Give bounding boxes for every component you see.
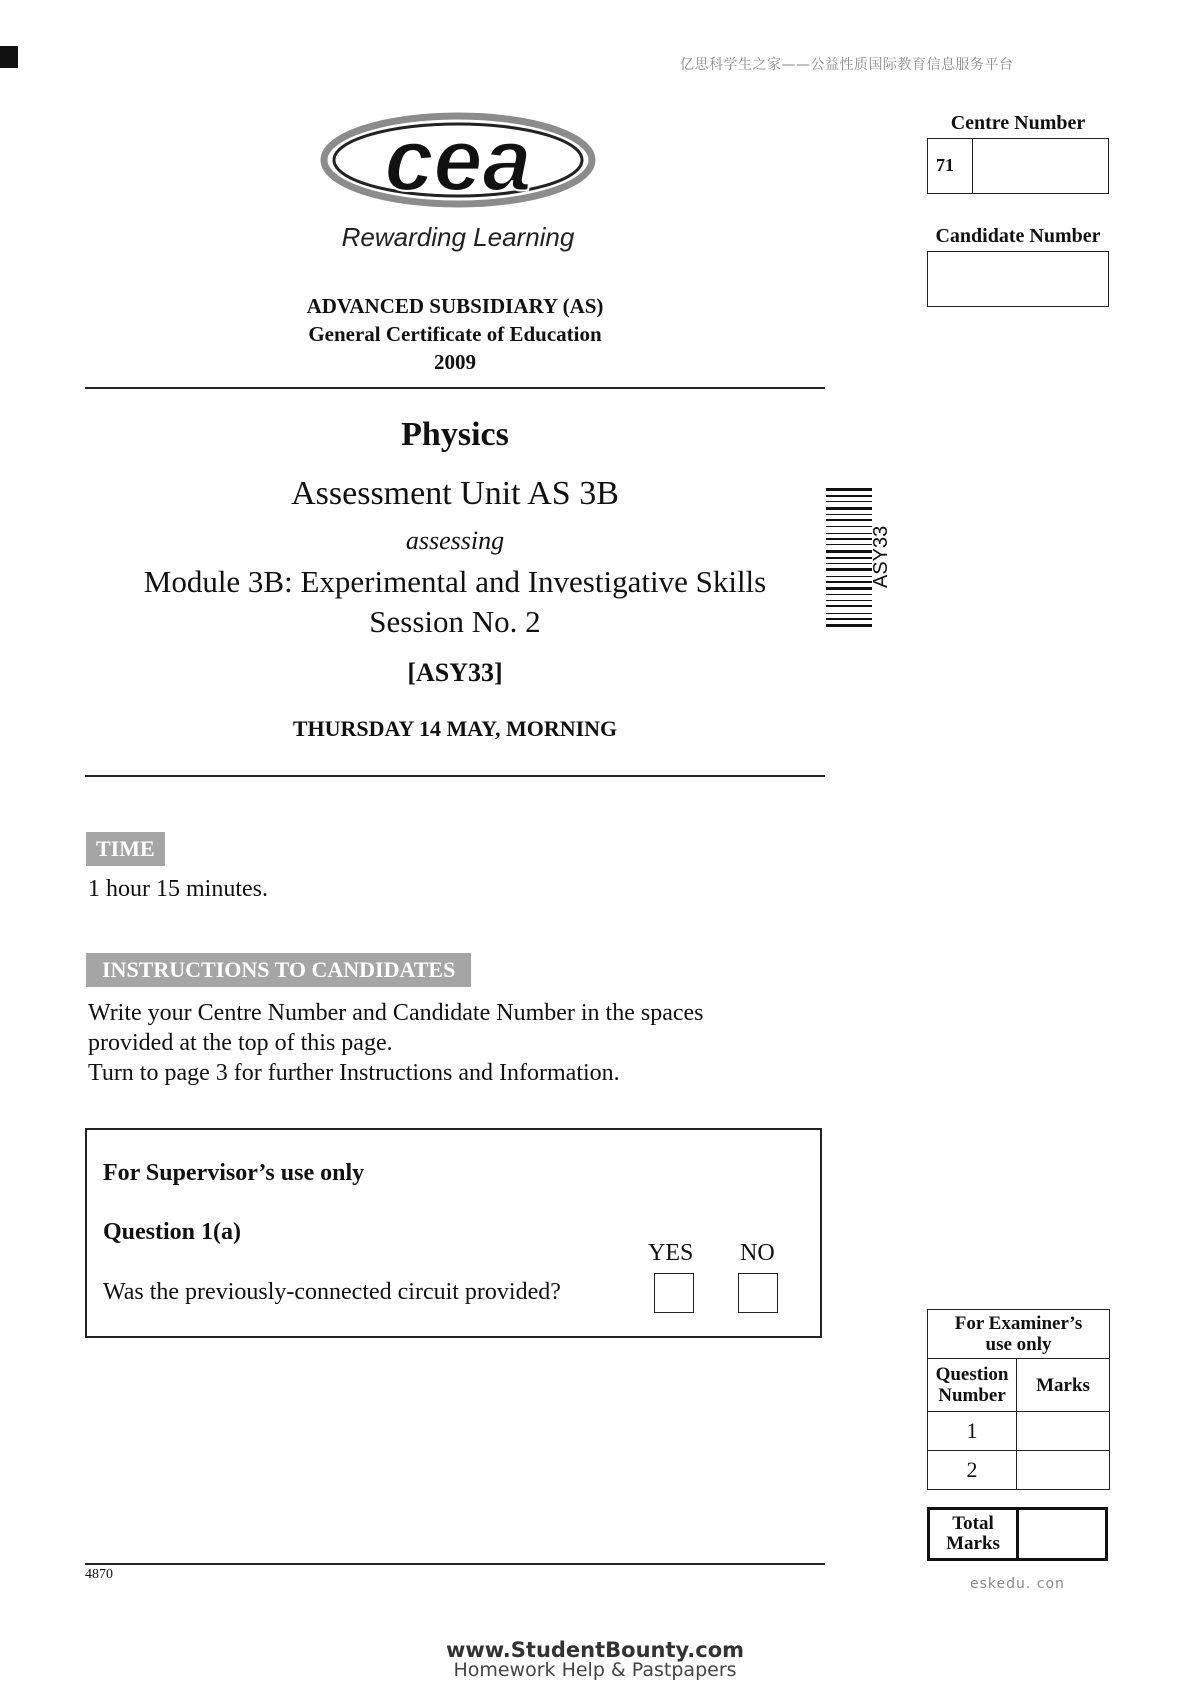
exam-date: THURSDAY 14 MAY, MORNING — [292, 716, 618, 741]
qualification-level: ADVANCED SUBSIDIARY (AS) — [306, 294, 604, 318]
divider-top — [85, 387, 825, 389]
examiner-table — [927, 1309, 1110, 1490]
total-marks-cell[interactable] — [1018, 1509, 1107, 1560]
barcode-text: ASY33 — [870, 525, 892, 588]
barcode-bar — [826, 501, 872, 502]
marks-header: Marks — [1017, 1359, 1110, 1412]
barcode-bar — [826, 605, 872, 607]
question-header-line-1: Question — [935, 1364, 1009, 1385]
total-label-line-2: Marks — [946, 1533, 1000, 1554]
barcode-bar — [826, 495, 872, 497]
barcode-bar — [826, 618, 872, 620]
top-watermark: 亿思科学生之家——公益性质国际教育信息服务平台 — [680, 57, 1014, 73]
barcode-bar — [826, 514, 872, 515]
examiner-header-line-2: use only — [985, 1334, 1052, 1355]
module-block — [85, 562, 825, 642]
qualification-name: General Certificate of Education — [308, 322, 602, 346]
logo-tagline: Rewarding Learning — [341, 222, 575, 252]
barcode-bar — [826, 568, 872, 571]
question-header-line-2: Number — [938, 1385, 1006, 1406]
page-corner-mark — [0, 46, 18, 68]
barcode-bar — [826, 594, 872, 595]
assessing-label: assessing — [405, 526, 505, 555]
time-heading: TIME — [86, 832, 165, 866]
barcode-bar — [826, 581, 872, 583]
yes-checkbox[interactable] — [654, 1273, 694, 1313]
marks-cell[interactable] — [1017, 1451, 1110, 1490]
watermark-tagline: Homework Help & Pastpapers — [453, 1659, 737, 1681]
centre-number-field[interactable] — [927, 138, 1109, 194]
total-marks-table — [927, 1507, 1108, 1561]
watermark-url: www.StudentBounty.com — [445, 1638, 745, 1662]
candidate-number-label: Candidate Number — [935, 225, 1101, 247]
no-checkbox[interactable] — [738, 1273, 778, 1313]
centre-number-label: Centre Number — [950, 112, 1086, 134]
instructions-line-2: provided at the top of this page. — [88, 1030, 393, 1056]
barcode-bar — [826, 507, 872, 510]
yes-label: YES — [648, 1240, 694, 1266]
examiner-table-header — [928, 1310, 1110, 1359]
table-row — [928, 1412, 1110, 1451]
svg-text:cea: cea — [384, 112, 532, 209]
instructions-heading: INSTRUCTIONS TO CANDIDATES — [86, 953, 471, 987]
barcode — [826, 488, 872, 684]
supervisor-title: For Supervisor’s use only — [103, 1160, 365, 1186]
barcode-bar — [826, 587, 872, 590]
barcode-bar — [826, 563, 872, 564]
barcode-bar — [826, 488, 872, 491]
centre-number-divider — [972, 139, 973, 193]
instructions-line-3: Turn to page 3 for further Instructions and Information. — [88, 1060, 620, 1086]
barcode-bar — [826, 550, 872, 553]
barcode-bar — [826, 544, 872, 545]
footer-divider — [85, 1563, 825, 1565]
barcode-bar — [826, 576, 872, 577]
question-number-header — [928, 1359, 1017, 1412]
assessment-unit: Assessment Unit AS 3B — [291, 475, 619, 512]
barcode-bar — [826, 538, 872, 540]
footer-code: 4870 — [85, 1567, 113, 1582]
barcode-bar — [826, 533, 872, 534]
supervisor-question-text: Was the previously-connected circuit provided? — [103, 1279, 561, 1305]
barcode-bar — [826, 613, 872, 614]
barcode-bar — [826, 624, 872, 627]
question-number-cell: 2 — [928, 1451, 1017, 1490]
total-label-line-1: Total — [952, 1513, 994, 1534]
divider-bottom — [85, 775, 825, 777]
module-title: Module 3B: Experimental and Investigative Skills — [143, 564, 767, 599]
paper-code: [ASY33] — [407, 658, 503, 687]
time-text: 1 hour 15 minutes. — [88, 876, 268, 902]
session-number: Session No. 2 — [369, 604, 541, 639]
examiner-header-line-1: For Examiner’s — [954, 1313, 1083, 1334]
no-label: NO — [740, 1240, 775, 1266]
barcode-bar — [826, 600, 872, 601]
table-row — [928, 1451, 1110, 1490]
barcode-bar — [826, 526, 872, 527]
qualification-year: 2009 — [434, 350, 476, 374]
studentbounty-watermark — [440, 1640, 750, 1680]
centre-number-prefix: 71 — [936, 155, 954, 175]
question-number-cell: 1 — [928, 1412, 1017, 1451]
barcode-bar — [826, 519, 872, 521]
supervisor-question-number: Question 1(a) — [103, 1219, 241, 1245]
candidate-number-field[interactable] — [927, 251, 1109, 307]
marks-cell[interactable] — [1017, 1412, 1110, 1451]
instructions-text — [88, 998, 704, 1088]
qualification-block — [85, 292, 825, 376]
subject-title: Physics — [401, 416, 509, 453]
side-watermark: eskedu. con — [970, 1576, 1065, 1592]
barcode-bar — [826, 557, 872, 559]
total-marks-label — [929, 1509, 1018, 1560]
instructions-line-1: Write your Centre Number and Candidate Number in the spaces — [88, 1000, 704, 1026]
